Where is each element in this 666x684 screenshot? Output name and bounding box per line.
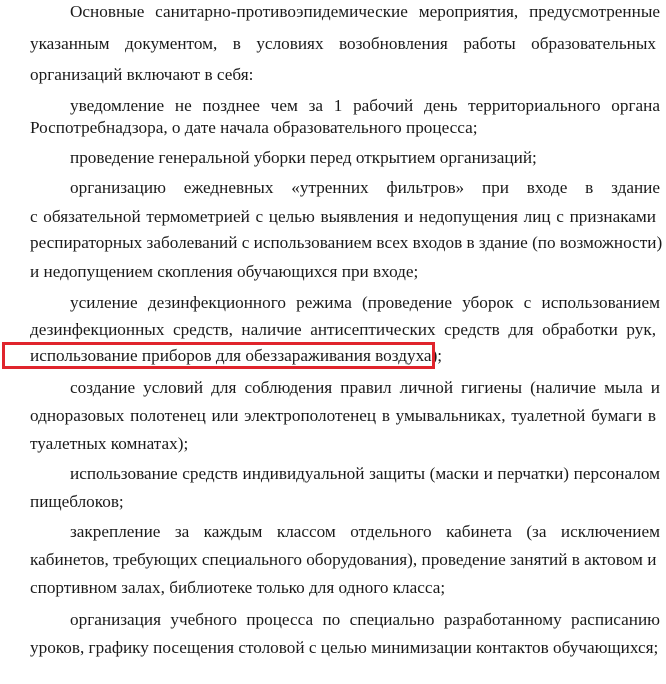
text-line: усиление дезинфекционного режима (проведение уборок с использованием [70,293,660,312]
red-highlight-box [2,342,435,369]
text-line: указанным документом, в условиях возобновления работы образовательных [30,34,656,53]
text-line: уроков, графику посещения столовой с целью минимизации контактов обучающихся; [30,638,659,657]
text-line: туалетных комнатах); [30,434,189,453]
text-line: спортивном залах, библиотеке только для одного класса; [30,578,446,597]
text-line: закрепление за каждым классом отдельного кабинета (за исключением [70,522,660,541]
text-line: организацию ежедневных «утренних фильтров» при входе в здание [70,178,660,197]
text-line: проведение генеральной уборки перед открытием организаций; [70,148,537,167]
text-line: дезинфекционных средств, наличие антисептических средств для обработки рук, [30,320,656,339]
text-line: пищеблоков; [30,492,124,511]
text-line: организаций включают в себя: [30,65,254,84]
text-line: одноразовых полотенец или электрополотенец в умывальниках, туалетной бумаги в [30,406,656,425]
text-line: респираторных заболеваний с использованием всех входов в здание (по возможности) [30,233,663,252]
text-line: с обязательной термометрией с целью выявления и недопущения лиц с признаками [30,207,656,226]
text-line: создание условий для соблюдения правил личной гигиены (наличие мыла и [70,378,660,397]
text-line: Основные санитарно-противоэпидемические мероприятия, предусмотренные [70,2,660,21]
text-line: и недопущением скопления обучающихся при входе; [30,262,419,281]
text-line: уведомление не позднее чем за 1 рабочий день территориального органа [70,96,660,115]
highlighted-text-line: использование приборов для обеззараживания воздуха); [30,346,443,365]
text-line: кабинетов, требующих специального оборудования), проведение занятий в актовом и [30,550,657,569]
text-line: организация учебного процесса по специально разработанному расписанию [70,610,660,629]
text-line: использование средств индивидуальной защиты (маски и перчатки) персоналом [70,464,660,483]
text-line: Роспотребнадзора, о дате начала образовательного процесса; [30,118,478,137]
